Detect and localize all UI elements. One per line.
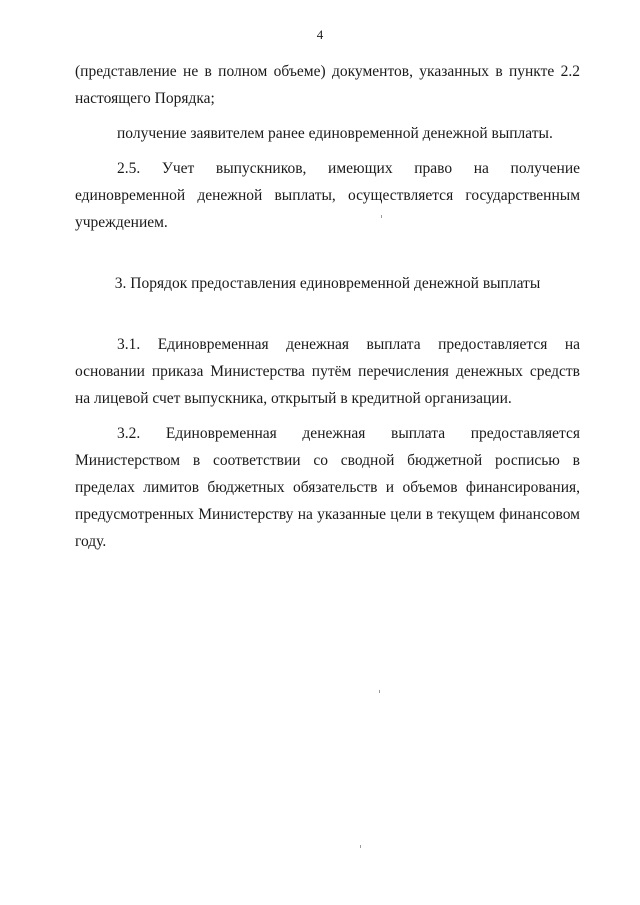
paragraph-3-2: 3.2. Единовременная денежная выплата предоставляется Министерством в соответствии со сводной бюджетной росписью в пределах лимитов бюджетных обязательств и объемов финансирования, предусмотренных Министерству на указанные цели в текущем финансовом году. [75, 425, 580, 550]
document-body [75, 58, 580, 555]
paragraph-prior-payment: получение заявителем ранее единовременной денежной выплаты. [117, 125, 553, 142]
paragraph-3-1: 3.1. Единовременная денежная выплата предоставляется на основании приказа Министерства путём перечисления денежных средств на лицевой счет выпускника, открытый в кредитной организации. [75, 336, 580, 407]
page-number: 4 [316, 27, 324, 42]
scan-speck [360, 845, 361, 848]
paragraph-continuation: (представление не в полном объеме) документов, указанных в пункте 2.2 настоящего Порядка; [75, 63, 580, 107]
paragraph-2-5: 2.5. Учет выпускников, имеющих право на получение единовременной денежной выплаты, осуществляется государственным учреждением. [75, 160, 580, 231]
section-3-heading: 3. Порядок предоставления единовременной денежной выплаты [114, 275, 541, 292]
scan-speck [379, 690, 380, 693]
scan-speck [381, 215, 382, 218]
